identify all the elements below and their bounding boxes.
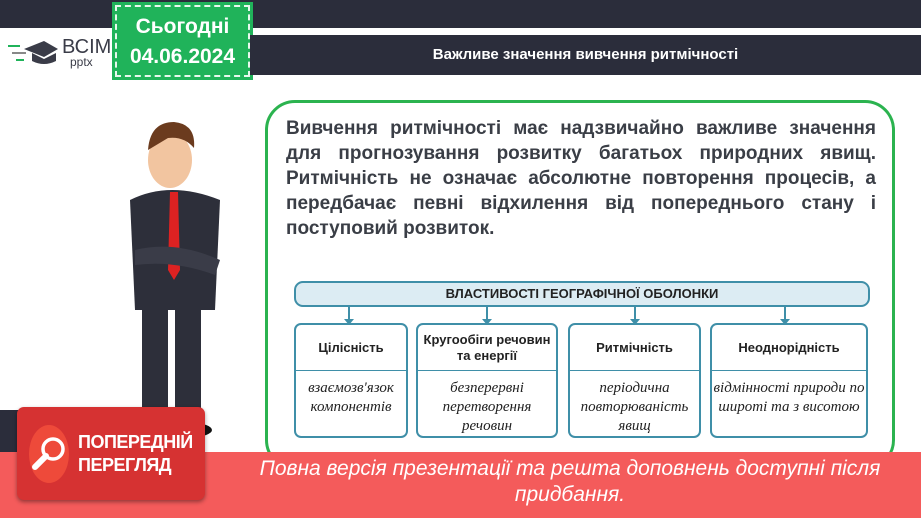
preview-badge[interactable] [17,407,205,500]
property-title: Кругообіги речовин та енергії [418,325,556,371]
property-card [416,323,558,438]
property-title: Ритмічність [570,325,699,371]
main-paragraph: Вивчення ритмічності має надзвичайно важливе значення для прогнозування розвитку багатьох природних явищ. Ритмічність не означає абсолютне повторення процесів, а передбачає певні відхилення від попереднього стану і поступовий розвиток. [286,118,876,239]
businessman-illustration [120,120,230,440]
arrow-icon [784,307,786,321]
banner-text: Повна версія презентації та решта доповнень доступні після придбання. [259,457,881,506]
property-title: Цілісність [296,325,406,371]
property-desc: безперервні перетворення речовин [442,380,532,434]
property-card [710,323,868,438]
arrow-icon [348,307,350,321]
property-card [294,323,408,438]
date-badge [115,5,250,77]
graduation-cap-icon [8,39,58,67]
logo-text: ВСІМ [62,36,112,58]
properties-diagram [294,281,870,441]
magnifier-icon [29,425,69,483]
arrow-icon [634,307,636,321]
property-desc: періодична повторюваність явищ [580,380,689,434]
property-card [568,323,701,438]
property-title: Неоднорідність [712,325,866,371]
property-desc: взаємозв'язок компонентів [308,380,394,415]
arrow-icon [486,307,488,321]
logo-subtext: pptx [70,55,93,69]
slide-title: Важливе значення вивчення ритмічності [250,35,921,75]
date-label: Сьогодні [135,15,230,38]
property-desc: відмінності природи по широті та з висотою [713,380,865,415]
preview-label: ПОПЕРЕДНІЙ ПЕРЕГЛЯД [78,431,193,475]
date-value: 04.06.2024 [129,45,236,68]
diagram-header: ВЛАСТИВОСТІ ГЕОГРАФІЧНОЇ ОБОЛОНКИ [294,281,870,307]
logo [8,38,111,68]
